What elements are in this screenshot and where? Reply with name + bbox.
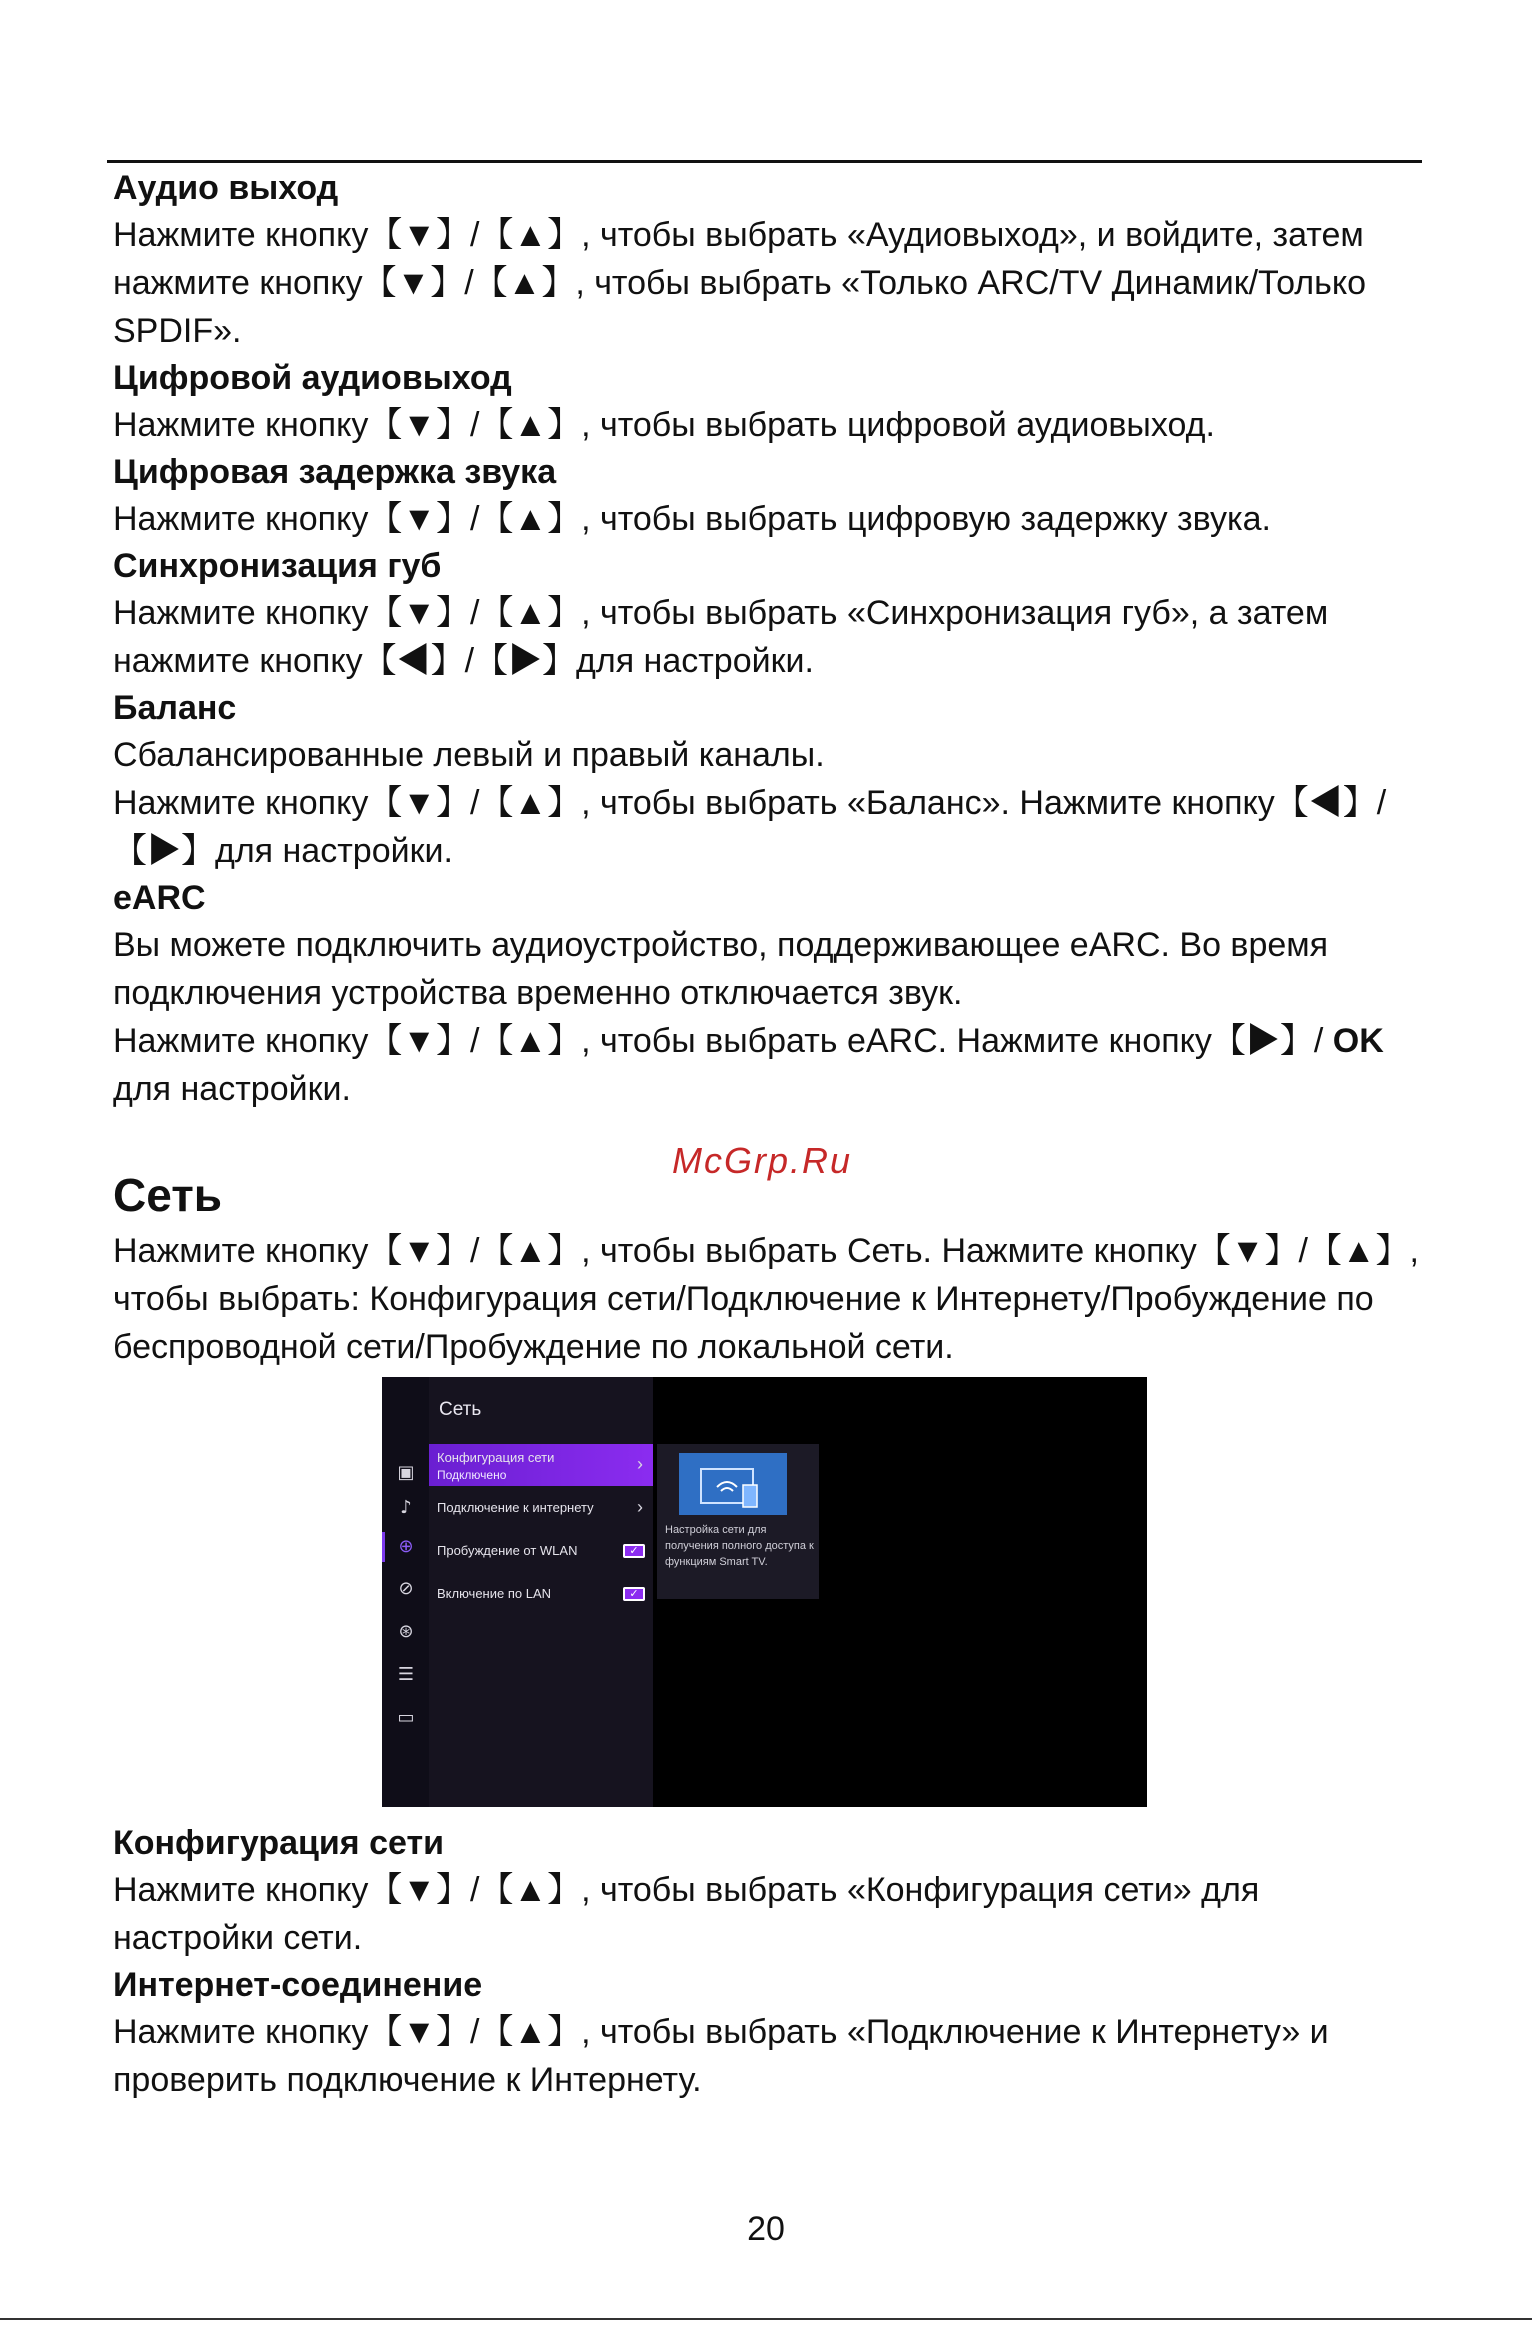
- watermark: McGrp.Ru: [672, 1140, 853, 1181]
- network-globe-icon: ⊕: [398, 1536, 414, 1557]
- section-heading: Аудио выход: [113, 169, 339, 207]
- menu-item-network-config[interactable]: [429, 1444, 653, 1486]
- section-heading: Цифровая задержка звука: [113, 453, 557, 491]
- menu-item-wlan-wake[interactable]: [429, 1530, 653, 1572]
- earc-text-end: для настройки.: [113, 1070, 351, 1108]
- info-text: Настройка сети для получения полного доступа к функциям Smart TV.: [665, 1524, 814, 1568]
- menu-item-label: Конфигурация сети: [437, 1450, 555, 1465]
- page-content: [113, 165, 1428, 1371]
- menu-item-label: Пробуждение от WLAN: [437, 1543, 578, 1558]
- network-illustration-icon: [679, 1453, 787, 1515]
- ok-key: OK: [1323, 1022, 1384, 1060]
- menu-item-label: Включение по LAN: [437, 1586, 552, 1601]
- lower-content: [113, 1820, 1428, 2104]
- chevron-right-icon: ›: [637, 1497, 643, 1517]
- tv-screenshot: [382, 1377, 1147, 1807]
- section-text: Нажмите кнопку【▼】/【▲】, чтобы выбрать «Синхронизация губ», а затем нажмите кнопку【◀】/【▶】для настройки.: [113, 594, 1329, 680]
- network-title: Сеть: [113, 1169, 223, 1221]
- active-indicator: [382, 1532, 385, 1562]
- section-text: [113, 1017, 1428, 1113]
- menu-title: Сеть: [439, 1399, 482, 1420]
- picture-icon: ▣: [397, 1462, 415, 1483]
- section-text: Нажмите кнопку【▼】/【▲】, чтобы выбрать «Аудиовыход», и войдите, затем нажмите кнопку【▼】/【▲】, чтобы выбрать «Только ARC/TV Динамик/Только SPDIF».: [113, 216, 1367, 350]
- info-card: [657, 1444, 819, 1599]
- top-rule: [107, 160, 1422, 163]
- sound-icon: ♪: [400, 1497, 412, 1518]
- chevron-right-icon: ›: [637, 1454, 643, 1474]
- section-heading: Баланс: [113, 689, 237, 727]
- section-text: Сбалансированные левый и правый каналы.: [113, 736, 825, 774]
- checkbox-toggle[interactable]: ✓: [623, 1587, 645, 1601]
- bottom-rule: [0, 2318, 1532, 2320]
- section-heading: Цифровой аудиовыход: [113, 359, 512, 397]
- page-number: 20: [747, 2210, 785, 2248]
- section-heading: Интернет-соединение: [113, 1966, 483, 2004]
- section-heading: Синхронизация губ: [113, 547, 442, 585]
- tv-side-rail: [382, 1377, 429, 1807]
- section-text: Нажмите кнопку【▼】/【▲】, чтобы выбрать «Баланс». Нажмите кнопку【◀】/【▶】для настройки.: [113, 784, 1387, 870]
- section-text: Нажмите кнопку【▼】/【▲】, чтобы выбрать цифровой аудиовыход.: [113, 406, 1215, 444]
- accessibility-icon: ⊛: [398, 1621, 414, 1642]
- menu-item-lan-wake[interactable]: [429, 1573, 653, 1615]
- section-heading: eARC: [113, 879, 206, 917]
- section-text: Нажмите кнопку【▼】/【▲】, чтобы выбрать цифровую задержку звука.: [113, 500, 1271, 538]
- settings-dial-icon: ⊘: [398, 1578, 414, 1599]
- menu-item-internet[interactable]: [429, 1487, 653, 1529]
- checkbox-toggle[interactable]: ✓: [623, 1544, 645, 1558]
- network-text: Нажмите кнопку【▼】/【▲】, чтобы выбрать Сеть. Нажмите кнопку【▼】/【▲】, чтобы выбрать: Конфигурация сети/Подключение к Интернету/Пробуждение по беспроводной сети/Пробуждение по локальной сети.: [113, 1232, 1419, 1366]
- section-text: Нажмите кнопку【▼】/【▲】, чтобы выбрать «Конфигурация сети» для настройки сети.: [113, 1871, 1260, 1957]
- tv-menu-panel: [429, 1377, 653, 1807]
- section-heading: Конфигурация сети: [113, 1824, 445, 1862]
- info-screen-icon: ▭: [397, 1707, 415, 1728]
- earc-text: Нажмите кнопку【▼】/【▲】, чтобы выбрать eARC. Нажмите кнопку【▶】/: [113, 1022, 1324, 1060]
- menu-item-label: Подключение к интернету: [437, 1500, 594, 1515]
- menu-item-status: Подключено: [437, 1468, 507, 1482]
- section-text: Вы можете подключить аудиоустройство, поддерживающее eARC. Во время подключения устройства временно отключается звук.: [113, 926, 1329, 1012]
- section-text: Нажмите кнопку【▼】/【▲】, чтобы выбрать «Подключение к Интернету» и проверить подключение к Интернету.: [113, 2013, 1329, 2099]
- list-icon: ☰: [397, 1664, 415, 1685]
